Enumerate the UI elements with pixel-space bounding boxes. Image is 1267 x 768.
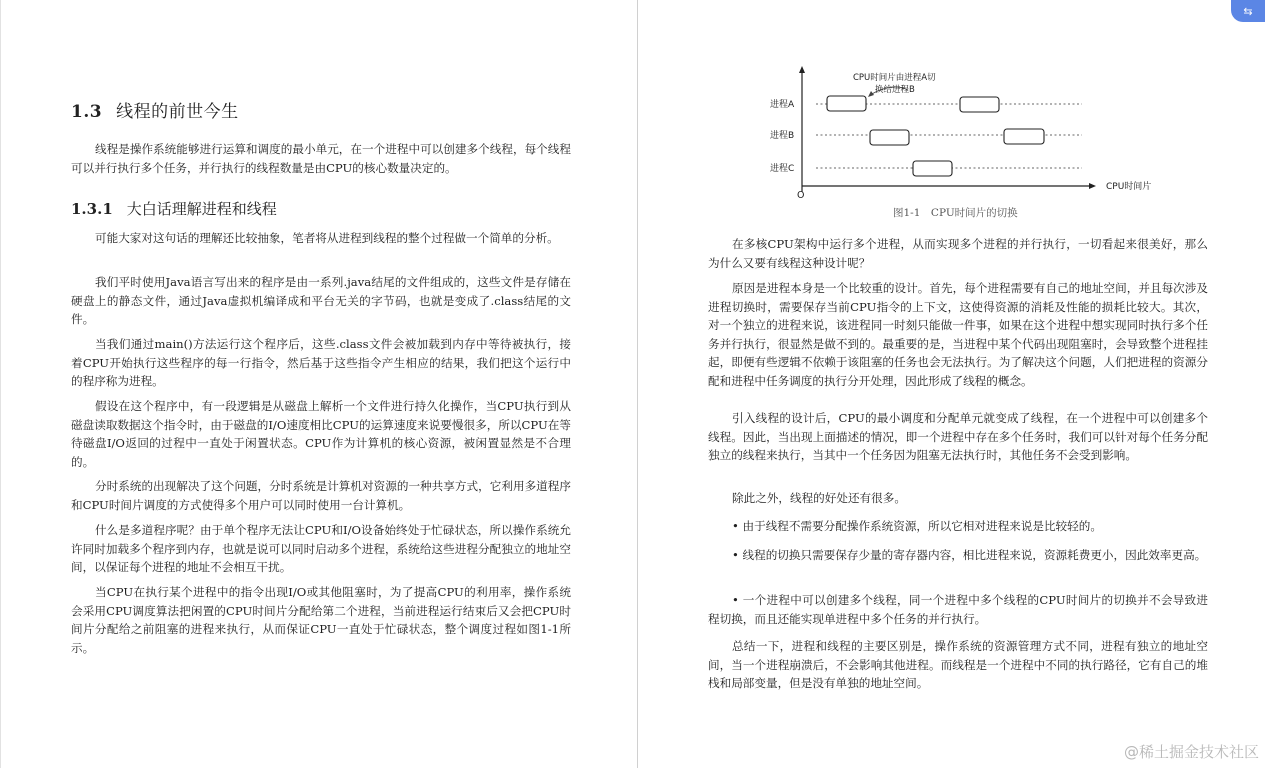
bullet-item: • 线程的切换只需要保存少量的寄存器内容，相比进程来说，资源耗费更小，因此效率更高。 [732, 548, 1207, 562]
slice-a-1 [827, 96, 866, 111]
intro-paragraph: 线程是操作系统能够进行运算和调度的最小单元，在一个进程中可以创建多个线程，每个线程可以并行执行多个任务，并行执行的线程数量是由CPU的核心数量决定的。 [71, 142, 571, 175]
summary-paragraph: 总结一下，进程和线程的主要区别是，操作系统的资源管理方式不同，进程有独立的地址空间，当一个进程崩溃后，不会影响其他进程。而线程是一个进程中不同的执行路径，它有自己的堆栈和局部变量，但是没有单独的地址空间。 [708, 639, 1208, 691]
watermark: @稀土掘金技术社区 [1123, 743, 1259, 761]
section-number: 1.3 [71, 102, 103, 122]
annotation-arrowhead [868, 91, 874, 97]
body-paragraph: 除此之外，线程的好处还有很多。 [732, 491, 906, 505]
body-paragraph: 什么是多道程序呢？由于单个程序无法让CPU和I/O设备始终处于忙碌状态，所以操作系统允许同时加载多个程序到内存，也就是说可以同时启动多个进程，系统给这些进程分配独立的地址空间，以保证每个进程的地址不会相互干扰。 [71, 523, 571, 575]
bullet-item: • 一个进程中可以创建多个线程，同一个进程中多个线程的CPU时间片的切换并不会导致进程切换，而且还能实现单进程中多个任务的并行执行。 [708, 593, 1208, 626]
origin-label: O [797, 190, 805, 201]
row-label-c: 进程C [770, 164, 795, 174]
section-title-text: 线程的前世今生 [116, 102, 239, 122]
body-paragraph: 当我们通过main()方法运行这个程序后，这些.class文件会被加载到内存中等待被执行，接着CPU开始执行这些程序的每一行指令，然后基于这些指令产生相应的结果，我们把这个运行中的程序称为进程。 [71, 337, 571, 389]
y-axis-arrow [799, 66, 805, 73]
body-paragraph: 原因是进程本身是一个比较重的设计。首先，每个进程需要有自己的地址空间，并且每次涉及进程切换时，需要保存当前CPU指令的上下文，这使得资源的消耗及性能的损耗比较大。其次，对一个独立的进程来说，该进程同一时刻只能做一件事，如果在这个进程中想实现同时执行多个任务并行执行，很显然是做不到的。最重要的是，当进程中某个代码出现阻塞时，会导致整个进程挂起，即便有些逻辑不依赖于该阻塞的任务也会无法执行。为了解决这个问题，人们把进程的资源分配和进程中任务调度的执行分开处理，因此形成了线程的概念。 [708, 281, 1208, 388]
row-label-a: 进程A [770, 100, 795, 110]
figure-caption: 图1-1 CPU时间片的切换 [893, 207, 1018, 219]
annotation-line-1: CPU时间片由进程A切 [853, 73, 936, 83]
bullet-item: • 由于线程不需要分配操作系统资源，所以它相对进程来说是比较轻的。 [732, 519, 1102, 533]
body-paragraph: 分时系统的出现解决了这个问题，分时系统是计算机对资源的一种共享方式，它利用多道程序和CPU时间片调度的方式使得多个用户可以同时使用一台计算机。 [71, 479, 571, 512]
subsection-title-text: 大白话理解进程和线程 [126, 200, 277, 218]
slice-a-2 [960, 97, 999, 112]
body-paragraph: 当CPU在执行某个进程中的指令出现I/O或其他阻塞时，为了提高CPU的利用率，操作系统会采用CPU调度算法把闲置的CPU时间片分配给第二个进程，当前进程运行结束后又会把CPU时间片分配给之前阻塞的进程来执行，从而保证CPU一直处于忙碌状态，整个调度过程如图1-1所示。 [71, 585, 571, 655]
annotation-line-2: 换给进程B [875, 85, 915, 95]
switch-view-icon[interactable]: ⇆ [1231, 0, 1265, 22]
subsection-number: 1.3.1 [71, 200, 113, 218]
subsection-heading [71, 198, 277, 219]
body-paragraph: 可能大家对这句话的理解还比较抽象，笔者将从进程到线程的整个过程做一个简单的分析。 [95, 231, 559, 245]
cpu-time-slice-diagram [760, 62, 1170, 202]
slice-b-1 [870, 130, 909, 145]
x-axis-arrow [1089, 183, 1096, 189]
slice-b-2 [1004, 129, 1044, 144]
body-paragraph: 我们平时使用Java语言写出来的程序是由一系列.java结尾的文件组成的，这些文件是存储在硬盘上的静态文件，通过Java虚拟机编译成和平台无关的字节码，也就是变成了.class结尾的文件。 [71, 275, 571, 327]
body-paragraph: 假设在这个程序中，有一段逻辑是从磁盘上解析一个文件进行持久化操作，当CPU执行到从磁盘读取数据这个指令时，由于磁盘的I/O速度相比CPU的运算速度来说要慢很多，所以CPU在等待磁盘I/O返回的过程中一直处于闲置状态。CPU作为计算机的核心资源，被闲置显然是不合理的。 [71, 399, 571, 469]
section-heading [71, 97, 239, 122]
body-paragraph: 在多核CPU架构中运行多个进程，从而实现多个进程的并行执行，一切看起来很美好，那么为什么又要有线程这种设计呢？ [708, 237, 1208, 270]
x-axis-label: CPU时间片 [1106, 182, 1152, 192]
row-label-b: 进程B [770, 131, 795, 141]
body-paragraph: 引入线程的设计后，CPU的最小调度和分配单元就变成了线程，在一个进程中可以创建多个线程。因此，当出现上面描述的情况，即一个进程中存在多个任务时，我们可以针对每个任务分配独立的线程来执行，当其中一个任务因为阻塞无法执行时，其他任务不会受到影响。 [708, 411, 1208, 463]
slice-c-1 [913, 161, 952, 176]
